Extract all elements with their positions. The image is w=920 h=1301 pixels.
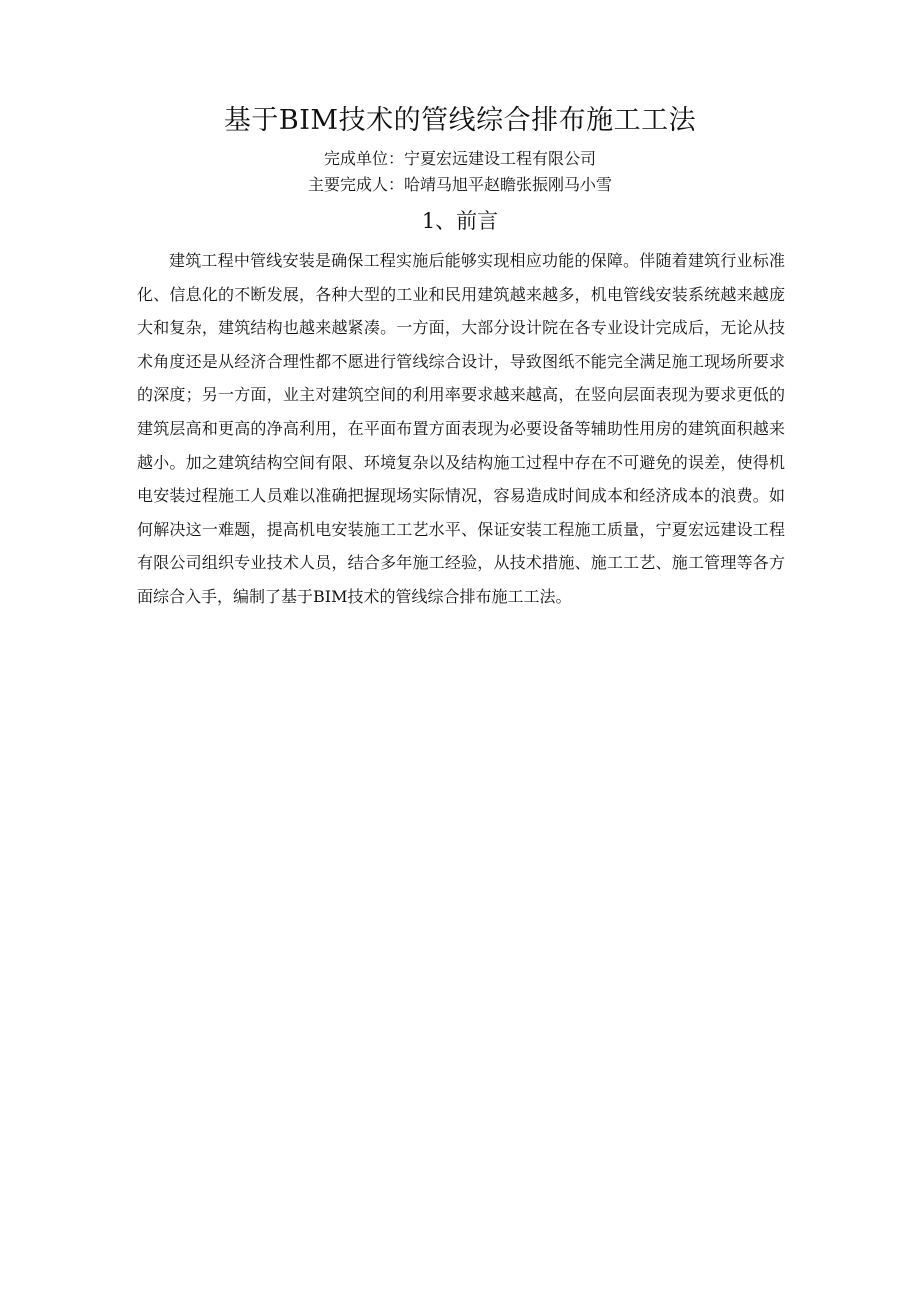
completion-unit-line: 完成单位：宁夏宏远建设工程有限公司	[323, 149, 596, 168]
document-title: 基于BIM技术的管线综合排布施工工法	[223, 105, 697, 136]
main-authors-line: 主要完成人：哈靖马旭平赵瞻张振刚马小雪	[307, 175, 612, 194]
section-paragraph: 建筑工程中管线安装是确保工程实施后能够实现相应功能的保障。伴随着建筑行业标准化、信息化的不断发展，各种大型的工业和民用建筑越来越多，机电管线安装系统越来越庞大和复杂，建筑结构也越来越紧凑。一方面，大部分设计院在各专业设计完成后，无论从技术角度还是从经济合理性都不愿进行管线综合设计，导致图纸不能完全满足施工现场所要求的深度；另一方面，业主对建筑空间的利用率要求越来越高，在竖向层面表现为要求更低的建筑层高和更高的净高利用，在平面布置方面表现为必要设备等辅助性用房的建筑面积越来越小。加之建筑结构空间有限、环境复杂以及结构施工过程中存在不可避免的误差，使得机电安装过程施工人员难以准确把握现场实际情况，容易造成时间成本和经济成本的浪费。如何解决这一难题，提高机电安装施工工艺水平、保证安装工程施工质量，宁夏宏远建设工程有限公司组织专业技术人员，结合多年施工经验，从技术措施、施工工艺、施工管理等各方面综合入手，编制了基于BIM技术的管线综合排布施工工法。	[137, 251, 785, 606]
section-heading: 1、前言	[421, 209, 499, 233]
